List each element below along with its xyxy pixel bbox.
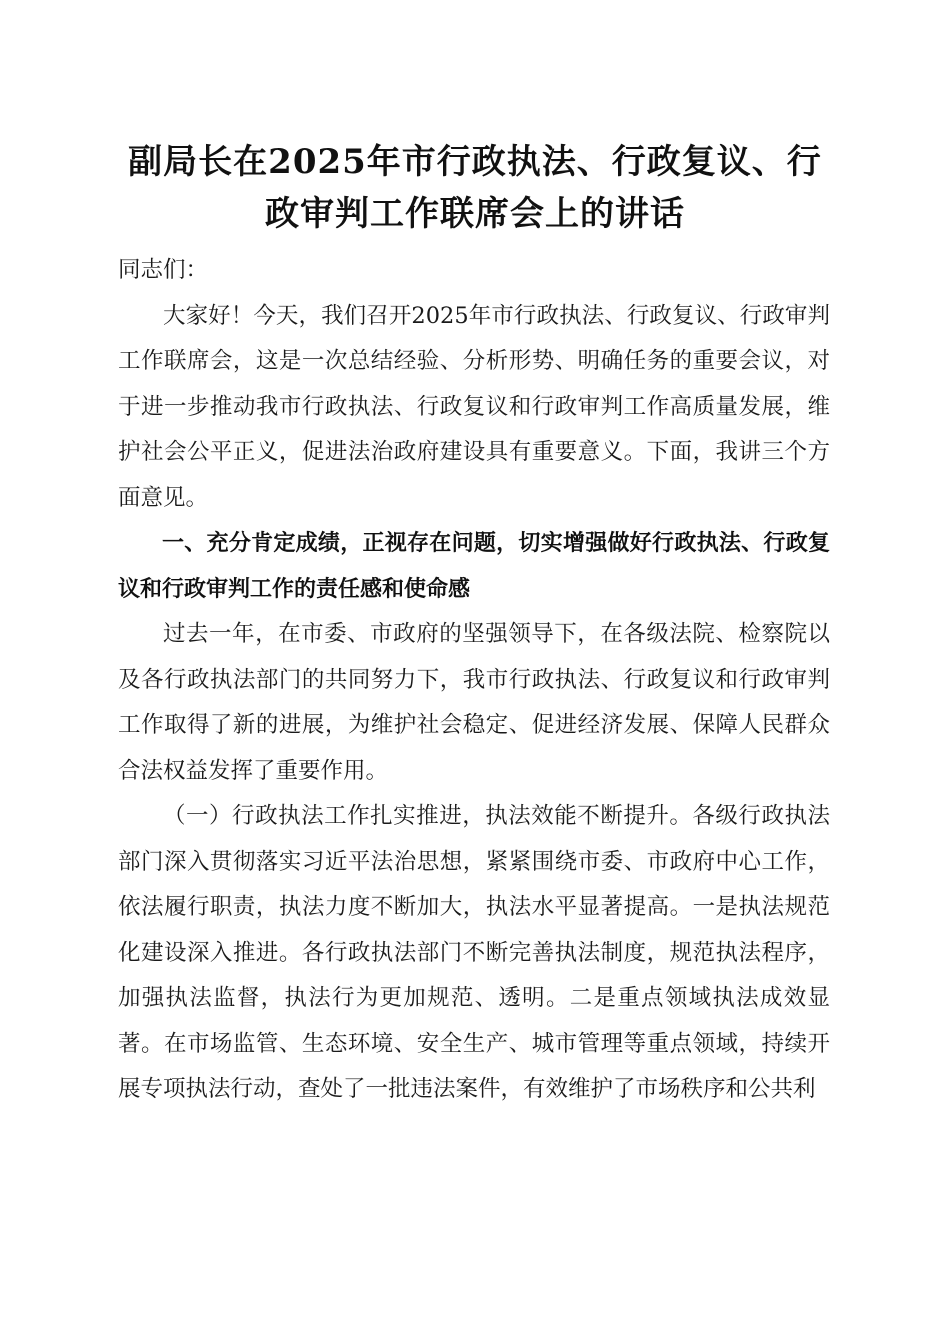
subsection-1-body: 各级行政执法部门深入贯彻落实习近平法治思想，紧紧围绕市委、市政府中心工作，依法履行职责，执法力度不断加大，执法水平显著提高。一是执法规范化建设深入推进。各行政执法部门不断完善执法制度，规范执法程序，加强执法监督，执法行为更加规范、透明。二是重点领域执法成效显著。在市场监管、生态环境、安全生产、城市管理等重点领域，持续开展专项执法行动，查处了一批违法案件，有效维护了市场秩序和公共利: [118, 803, 830, 1102]
document-title: [110, 136, 840, 240]
section-1-heading: 一、充分肯定成绩，正视存在问题，切实增强做好行政执法、行政复议和行政审判工作的责任感和使命感: [118, 531, 830, 602]
intro-paragraph: 大家好！今天，我们召开2025年市行政执法、行政复议、行政审判工作联席会，这是一次总结经验、分析形势、明确任务的重要会议，对于进一步推动我市行政执法、行政复议和行政审判工作高质量发展，维护社会公平正义，促进法治政府建设具有重要意义。下面，我讲三个方面意见。: [118, 302, 830, 511]
title-line-2: 政审判工作联席会上的讲话: [265, 194, 685, 234]
section-1-paragraph: 过去一年，在市委、市政府的坚强领导下，在各级法院、检察院以及各行政执法部门的共同努力下，我市行政执法、行政复议和行政审判工作取得了新的进展，为维护社会稳定、促进经济发展、保障人民群众合法权益发挥了重要作用。: [118, 621, 830, 784]
title-line-1: 副局长在2025年市行政执法、行政复议、行: [128, 142, 822, 182]
subsection-1-paragraph: [118, 794, 830, 1113]
document-body: [118, 248, 830, 1113]
subsection-1-lead: （一）行政执法工作扎实推进，执法效能不断提升。: [163, 803, 693, 829]
salutation: 同志们：: [118, 257, 209, 283]
